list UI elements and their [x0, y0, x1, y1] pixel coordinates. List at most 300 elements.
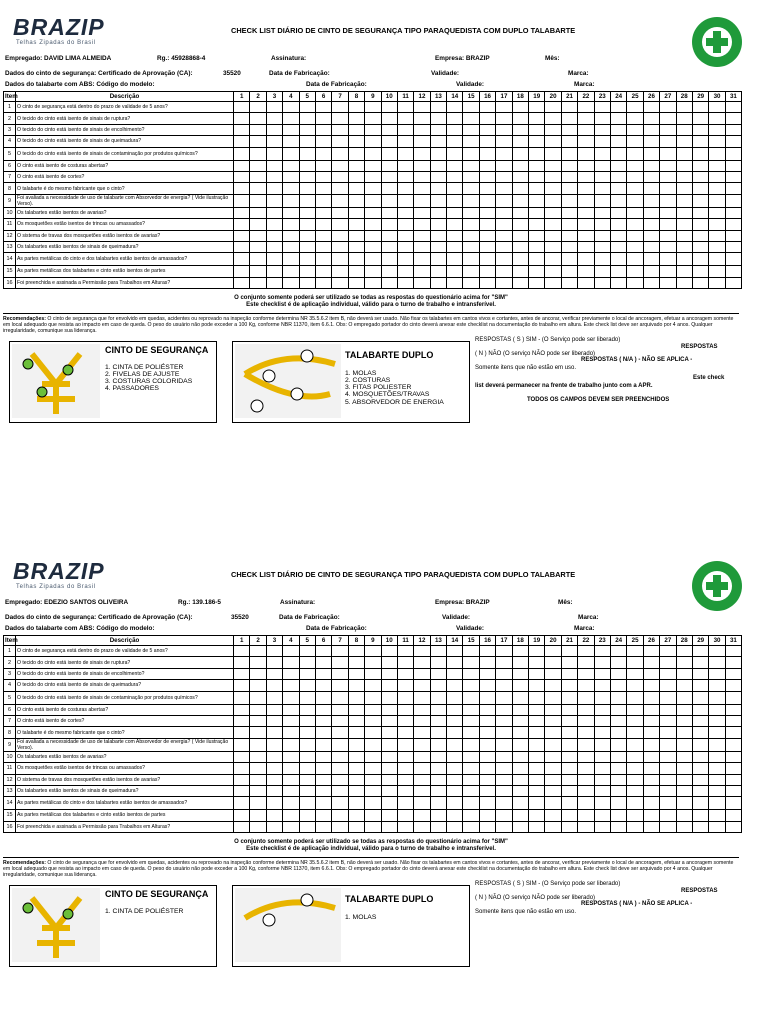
answer-cell[interactable] [397, 680, 413, 691]
answer-cell[interactable] [709, 171, 725, 182]
answer-cell[interactable] [414, 253, 430, 266]
answer-cell[interactable] [594, 253, 610, 266]
answer-cell[interactable] [725, 751, 741, 762]
answer-cell[interactable] [381, 253, 397, 266]
answer-cell[interactable] [283, 219, 299, 230]
answer-cell[interactable] [266, 821, 282, 832]
answer-cell[interactable] [610, 194, 626, 207]
answer-cell[interactable] [283, 774, 299, 785]
answer-cell[interactable] [545, 821, 561, 832]
answer-cell[interactable] [397, 704, 413, 715]
answer-cell[interactable] [610, 241, 626, 252]
answer-cell[interactable] [529, 136, 545, 147]
answer-cell[interactable] [594, 821, 610, 832]
answer-cell[interactable] [643, 821, 659, 832]
answer-cell[interactable] [283, 810, 299, 821]
answer-cell[interactable] [250, 183, 266, 194]
answer-cell[interactable] [676, 704, 692, 715]
answer-cell[interactable] [234, 183, 250, 194]
answer-cell[interactable] [332, 171, 348, 182]
answer-cell[interactable] [479, 147, 495, 160]
answer-cell[interactable] [447, 219, 463, 230]
answer-cell[interactable] [348, 194, 364, 207]
answer-cell[interactable] [676, 147, 692, 160]
answer-cell[interactable] [512, 147, 528, 160]
answer-cell[interactable] [561, 727, 577, 738]
answer-cell[interactable] [512, 774, 528, 785]
answer-cell[interactable] [299, 207, 315, 218]
answer-cell[interactable] [266, 207, 282, 218]
answer-cell[interactable] [529, 124, 545, 135]
answer-cell[interactable] [315, 147, 331, 160]
answer-cell[interactable] [397, 124, 413, 135]
answer-cell[interactable] [627, 277, 643, 288]
answer-cell[interactable] [610, 751, 626, 762]
answer-cell[interactable] [692, 147, 708, 160]
answer-cell[interactable] [332, 266, 348, 277]
answer-cell[interactable] [430, 751, 446, 762]
answer-cell[interactable] [479, 171, 495, 182]
answer-cell[interactable] [365, 715, 381, 726]
answer-cell[interactable] [496, 751, 512, 762]
answer-cell[interactable] [430, 147, 446, 160]
answer-cell[interactable] [561, 691, 577, 704]
answer-cell[interactable] [709, 277, 725, 288]
answer-cell[interactable] [561, 704, 577, 715]
answer-cell[interactable] [561, 241, 577, 252]
answer-cell[interactable] [283, 277, 299, 288]
answer-cell[interactable] [561, 797, 577, 810]
answer-cell[interactable] [479, 810, 495, 821]
answer-cell[interactable] [676, 194, 692, 207]
answer-cell[interactable] [676, 810, 692, 821]
answer-cell[interactable] [561, 738, 577, 751]
answer-cell[interactable] [725, 668, 741, 679]
answer-cell[interactable] [529, 113, 545, 124]
answer-cell[interactable] [381, 266, 397, 277]
answer-cell[interactable] [283, 253, 299, 266]
answer-cell[interactable] [627, 147, 643, 160]
answer-cell[interactable] [365, 774, 381, 785]
answer-cell[interactable] [529, 102, 545, 113]
answer-cell[interactable] [283, 738, 299, 751]
answer-cell[interactable] [725, 241, 741, 252]
answer-cell[interactable] [299, 715, 315, 726]
answer-cell[interactable] [561, 266, 577, 277]
answer-cell[interactable] [692, 646, 708, 657]
answer-cell[interactable] [594, 657, 610, 668]
answer-cell[interactable] [578, 277, 594, 288]
answer-cell[interactable] [561, 207, 577, 218]
answer-cell[interactable] [283, 113, 299, 124]
answer-cell[interactable] [610, 102, 626, 113]
answer-cell[interactable] [643, 810, 659, 821]
answer-cell[interactable] [660, 646, 676, 657]
answer-cell[interactable] [234, 715, 250, 726]
answer-cell[interactable] [234, 821, 250, 832]
answer-cell[interactable] [365, 113, 381, 124]
answer-cell[interactable] [692, 219, 708, 230]
answer-cell[interactable] [692, 183, 708, 194]
answer-cell[interactable] [381, 160, 397, 171]
answer-cell[interactable] [676, 183, 692, 194]
answer-cell[interactable] [414, 810, 430, 821]
answer-cell[interactable] [397, 136, 413, 147]
answer-cell[interactable] [397, 160, 413, 171]
answer-cell[interactable] [250, 194, 266, 207]
answer-cell[interactable] [496, 124, 512, 135]
answer-cell[interactable] [315, 160, 331, 171]
answer-cell[interactable] [512, 763, 528, 774]
answer-cell[interactable] [348, 704, 364, 715]
answer-cell[interactable] [676, 207, 692, 218]
answer-cell[interactable] [610, 277, 626, 288]
answer-cell[interactable] [692, 124, 708, 135]
answer-cell[interactable] [479, 266, 495, 277]
answer-cell[interactable] [643, 160, 659, 171]
answer-cell[interactable] [561, 810, 577, 821]
answer-cell[interactable] [266, 219, 282, 230]
answer-cell[interactable] [512, 751, 528, 762]
answer-cell[interactable] [332, 810, 348, 821]
answer-cell[interactable] [676, 727, 692, 738]
answer-cell[interactable] [512, 797, 528, 810]
answer-cell[interactable] [660, 680, 676, 691]
answer-cell[interactable] [594, 785, 610, 796]
answer-cell[interactable] [660, 219, 676, 230]
answer-cell[interactable] [414, 277, 430, 288]
answer-cell[interactable] [250, 668, 266, 679]
answer-cell[interactable] [250, 727, 266, 738]
answer-cell[interactable] [299, 183, 315, 194]
answer-cell[interactable] [266, 691, 282, 704]
answer-cell[interactable] [594, 207, 610, 218]
answer-cell[interactable] [676, 646, 692, 657]
answer-cell[interactable] [348, 147, 364, 160]
answer-cell[interactable] [332, 136, 348, 147]
answer-cell[interactable] [479, 680, 495, 691]
answer-cell[interactable] [348, 113, 364, 124]
answer-cell[interactable] [315, 230, 331, 241]
answer-cell[interactable] [463, 147, 479, 160]
answer-cell[interactable] [381, 230, 397, 241]
answer-cell[interactable] [430, 266, 446, 277]
answer-cell[interactable] [561, 183, 577, 194]
answer-cell[interactable] [594, 763, 610, 774]
answer-cell[interactable] [512, 241, 528, 252]
answer-cell[interactable] [660, 668, 676, 679]
answer-cell[interactable] [725, 102, 741, 113]
answer-cell[interactable] [529, 219, 545, 230]
answer-cell[interactable] [479, 704, 495, 715]
answer-cell[interactable] [315, 277, 331, 288]
answer-cell[interactable] [430, 219, 446, 230]
answer-cell[interactable] [594, 136, 610, 147]
answer-cell[interactable] [332, 102, 348, 113]
answer-cell[interactable] [610, 646, 626, 657]
answer-cell[interactable] [414, 230, 430, 241]
answer-cell[interactable] [660, 774, 676, 785]
answer-cell[interactable] [578, 136, 594, 147]
answer-cell[interactable] [545, 230, 561, 241]
answer-cell[interactable] [348, 774, 364, 785]
answer-cell[interactable] [348, 785, 364, 796]
answer-cell[interactable] [299, 277, 315, 288]
answer-cell[interactable] [266, 230, 282, 241]
answer-cell[interactable] [529, 183, 545, 194]
answer-cell[interactable] [676, 668, 692, 679]
answer-cell[interactable] [545, 785, 561, 796]
answer-cell[interactable] [610, 171, 626, 182]
answer-cell[interactable] [250, 136, 266, 147]
answer-cell[interactable] [512, 657, 528, 668]
answer-cell[interactable] [365, 277, 381, 288]
answer-cell[interactable] [709, 124, 725, 135]
answer-cell[interactable] [594, 680, 610, 691]
answer-cell[interactable] [660, 253, 676, 266]
answer-cell[interactable] [578, 715, 594, 726]
answer-cell[interactable] [348, 219, 364, 230]
answer-cell[interactable] [594, 727, 610, 738]
answer-cell[interactable] [299, 668, 315, 679]
answer-cell[interactable] [266, 136, 282, 147]
answer-cell[interactable] [578, 751, 594, 762]
answer-cell[interactable] [479, 715, 495, 726]
answer-cell[interactable] [463, 253, 479, 266]
answer-cell[interactable] [594, 160, 610, 171]
answer-cell[interactable] [430, 253, 446, 266]
answer-cell[interactable] [348, 183, 364, 194]
answer-cell[interactable] [250, 160, 266, 171]
answer-cell[interactable] [479, 657, 495, 668]
answer-cell[interactable] [692, 691, 708, 704]
answer-cell[interactable] [709, 253, 725, 266]
answer-cell[interactable] [365, 727, 381, 738]
answer-cell[interactable] [365, 266, 381, 277]
answer-cell[interactable] [529, 646, 545, 657]
answer-cell[interactable] [348, 763, 364, 774]
answer-cell[interactable] [676, 241, 692, 252]
answer-cell[interactable] [414, 668, 430, 679]
answer-cell[interactable] [447, 668, 463, 679]
answer-cell[interactable] [365, 691, 381, 704]
answer-cell[interactable] [561, 113, 577, 124]
answer-cell[interactable] [643, 751, 659, 762]
answer-cell[interactable] [725, 124, 741, 135]
answer-cell[interactable] [250, 102, 266, 113]
answer-cell[interactable] [643, 219, 659, 230]
answer-cell[interactable] [610, 785, 626, 796]
answer-cell[interactable] [414, 738, 430, 751]
answer-cell[interactable] [479, 727, 495, 738]
answer-cell[interactable] [365, 147, 381, 160]
answer-cell[interactable] [709, 763, 725, 774]
answer-cell[interactable] [660, 785, 676, 796]
answer-cell[interactable] [414, 171, 430, 182]
answer-cell[interactable] [430, 810, 446, 821]
answer-cell[interactable] [545, 171, 561, 182]
answer-cell[interactable] [447, 715, 463, 726]
answer-cell[interactable] [512, 727, 528, 738]
answer-cell[interactable] [529, 704, 545, 715]
answer-cell[interactable] [627, 136, 643, 147]
answer-cell[interactable] [561, 763, 577, 774]
answer-cell[interactable] [381, 763, 397, 774]
answer-cell[interactable] [463, 219, 479, 230]
answer-cell[interactable] [234, 266, 250, 277]
answer-cell[interactable] [234, 704, 250, 715]
answer-cell[interactable] [365, 657, 381, 668]
answer-cell[interactable] [463, 207, 479, 218]
answer-cell[interactable] [266, 680, 282, 691]
answer-cell[interactable] [315, 738, 331, 751]
answer-cell[interactable] [496, 763, 512, 774]
answer-cell[interactable] [692, 253, 708, 266]
answer-cell[interactable] [643, 253, 659, 266]
answer-cell[interactable] [381, 774, 397, 785]
answer-cell[interactable] [561, 194, 577, 207]
answer-cell[interactable] [479, 194, 495, 207]
answer-cell[interactable] [397, 194, 413, 207]
answer-cell[interactable] [610, 715, 626, 726]
answer-cell[interactable] [660, 266, 676, 277]
answer-cell[interactable] [643, 113, 659, 124]
answer-cell[interactable] [709, 113, 725, 124]
answer-cell[interactable] [709, 147, 725, 160]
answer-cell[interactable] [643, 102, 659, 113]
answer-cell[interactable] [447, 821, 463, 832]
answer-cell[interactable] [463, 704, 479, 715]
answer-cell[interactable] [447, 657, 463, 668]
answer-cell[interactable] [529, 763, 545, 774]
answer-cell[interactable] [381, 668, 397, 679]
answer-cell[interactable] [332, 691, 348, 704]
answer-cell[interactable] [414, 102, 430, 113]
answer-cell[interactable] [463, 171, 479, 182]
answer-cell[interactable] [578, 207, 594, 218]
answer-cell[interactable] [529, 657, 545, 668]
answer-cell[interactable] [299, 785, 315, 796]
answer-cell[interactable] [692, 810, 708, 821]
answer-cell[interactable] [250, 277, 266, 288]
answer-cell[interactable] [709, 657, 725, 668]
answer-cell[interactable] [447, 253, 463, 266]
answer-cell[interactable] [725, 194, 741, 207]
answer-cell[interactable] [725, 219, 741, 230]
answer-cell[interactable] [496, 821, 512, 832]
answer-cell[interactable] [299, 241, 315, 252]
answer-cell[interactable] [463, 183, 479, 194]
answer-cell[interactable] [512, 785, 528, 796]
answer-cell[interactable] [365, 160, 381, 171]
answer-cell[interactable] [578, 680, 594, 691]
answer-cell[interactable] [545, 207, 561, 218]
answer-cell[interactable] [234, 207, 250, 218]
answer-cell[interactable] [545, 704, 561, 715]
answer-cell[interactable] [365, 763, 381, 774]
answer-cell[interactable] [578, 821, 594, 832]
answer-cell[interactable] [430, 241, 446, 252]
answer-cell[interactable] [234, 727, 250, 738]
answer-cell[interactable] [512, 113, 528, 124]
answer-cell[interactable] [430, 102, 446, 113]
answer-cell[interactable] [692, 207, 708, 218]
answer-cell[interactable] [447, 113, 463, 124]
answer-cell[interactable] [365, 207, 381, 218]
answer-cell[interactable] [660, 147, 676, 160]
answer-cell[interactable] [234, 774, 250, 785]
answer-cell[interactable] [463, 680, 479, 691]
answer-cell[interactable] [299, 763, 315, 774]
answer-cell[interactable] [430, 797, 446, 810]
answer-cell[interactable] [348, 680, 364, 691]
answer-cell[interactable] [545, 680, 561, 691]
answer-cell[interactable] [692, 704, 708, 715]
answer-cell[interactable] [365, 704, 381, 715]
answer-cell[interactable] [496, 646, 512, 657]
answer-cell[interactable] [545, 691, 561, 704]
answer-cell[interactable] [643, 183, 659, 194]
answer-cell[interactable] [283, 680, 299, 691]
answer-cell[interactable] [545, 668, 561, 679]
answer-cell[interactable] [627, 727, 643, 738]
answer-cell[interactable] [709, 241, 725, 252]
answer-cell[interactable] [414, 194, 430, 207]
answer-cell[interactable] [234, 691, 250, 704]
answer-cell[interactable] [315, 785, 331, 796]
answer-cell[interactable] [266, 102, 282, 113]
answer-cell[interactable] [283, 704, 299, 715]
answer-cell[interactable] [512, 124, 528, 135]
answer-cell[interactable] [709, 691, 725, 704]
answer-cell[interactable] [365, 738, 381, 751]
answer-cell[interactable] [397, 102, 413, 113]
answer-cell[interactable] [627, 715, 643, 726]
answer-cell[interactable] [381, 241, 397, 252]
answer-cell[interactable] [561, 680, 577, 691]
answer-cell[interactable] [365, 821, 381, 832]
answer-cell[interactable] [578, 646, 594, 657]
answer-cell[interactable] [692, 194, 708, 207]
answer-cell[interactable] [610, 797, 626, 810]
answer-cell[interactable] [610, 727, 626, 738]
answer-cell[interactable] [610, 704, 626, 715]
answer-cell[interactable] [365, 194, 381, 207]
answer-cell[interactable] [627, 253, 643, 266]
answer-cell[interactable] [545, 715, 561, 726]
answer-cell[interactable] [266, 646, 282, 657]
answer-cell[interactable] [578, 171, 594, 182]
answer-cell[interactable] [594, 646, 610, 657]
answer-cell[interactable] [725, 797, 741, 810]
answer-cell[interactable] [496, 657, 512, 668]
answer-cell[interactable] [578, 253, 594, 266]
answer-cell[interactable] [234, 668, 250, 679]
answer-cell[interactable] [529, 207, 545, 218]
answer-cell[interactable] [266, 668, 282, 679]
answer-cell[interactable] [725, 727, 741, 738]
answer-cell[interactable] [512, 207, 528, 218]
answer-cell[interactable] [463, 774, 479, 785]
answer-cell[interactable] [266, 751, 282, 762]
answer-cell[interactable] [348, 160, 364, 171]
answer-cell[interactable] [299, 230, 315, 241]
answer-cell[interactable] [381, 751, 397, 762]
answer-cell[interactable] [266, 774, 282, 785]
answer-cell[interactable] [512, 810, 528, 821]
answer-cell[interactable] [512, 691, 528, 704]
answer-cell[interactable] [414, 219, 430, 230]
